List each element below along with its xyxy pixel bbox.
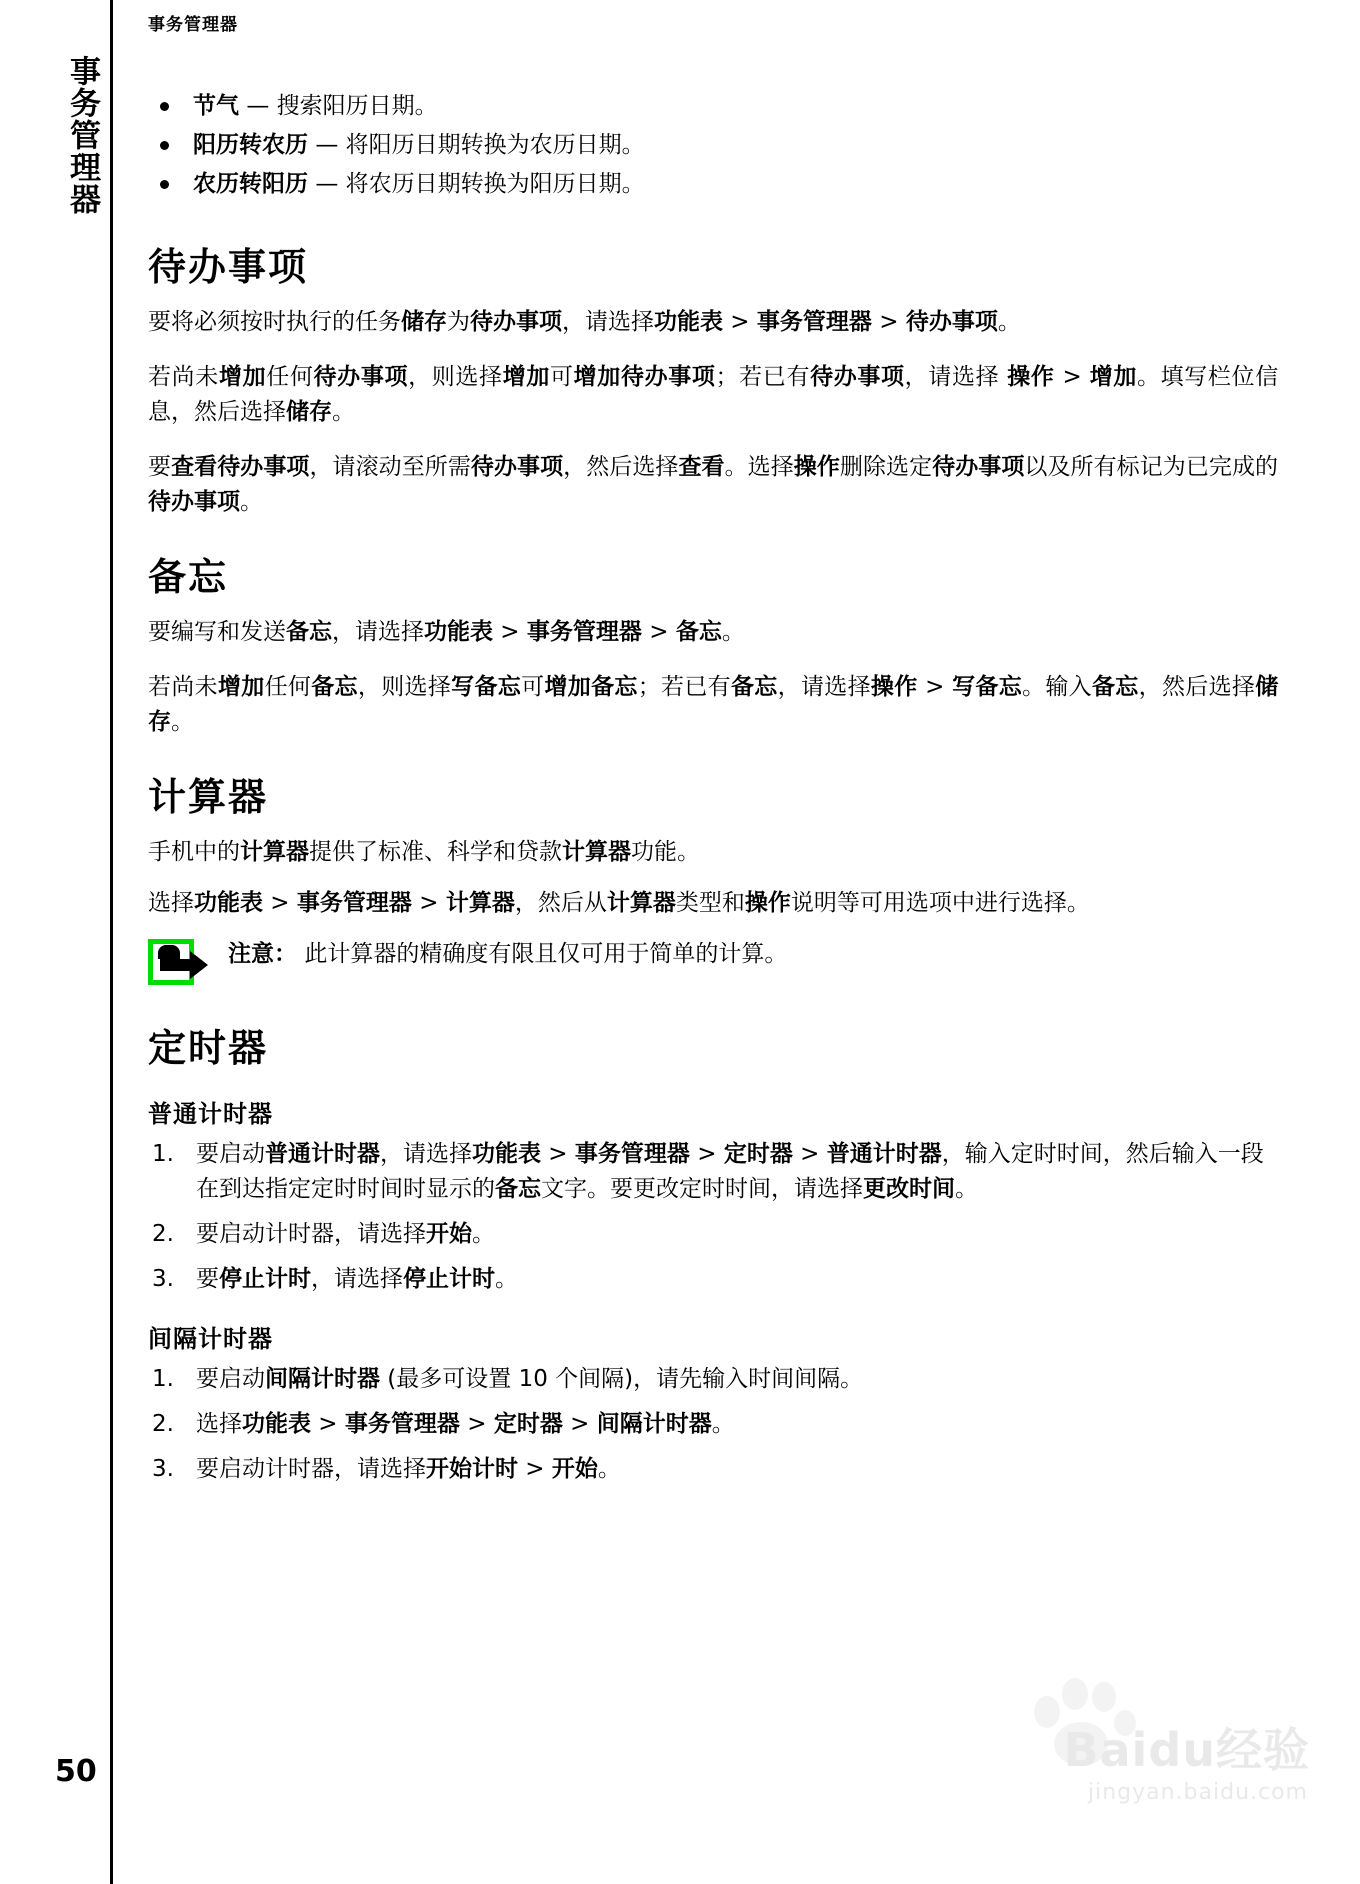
paragraph: 要将必须按时执行的任务储存为待办事项，请选择功能表 > 事务管理器 > 待办事项。 <box>148 309 1021 335</box>
bullet-term: 节气 <box>193 93 239 119</box>
paragraph: 要编写和发送备忘，请选择功能表 > 事务管理器 > 备忘。 <box>148 619 745 645</box>
bullet-dash: — <box>315 132 339 158</box>
list-item <box>148 127 1278 163</box>
section-heading-todo: 待办事项 <box>148 245 309 289</box>
list-item: 要启动间隔计时器 (最多可设置 10 个间隔)，请先输入时间间隔。 <box>196 1366 864 1392</box>
steps-interval-timer <box>148 1362 1278 1487</box>
subsection-heading-interval-timer: 间隔计时器 <box>148 1325 273 1353</box>
section-heading-memo: 备忘 <box>148 555 229 599</box>
bullet-desc: 将农历日期转换为阳历日期。 <box>345 171 645 197</box>
paragraph: 若尚未增加任何待办事项，则选择增加可增加待办事项；若已有待办事项，请选择 操作 > 增加。填写栏位信息，然后选择储存。 <box>148 364 1279 425</box>
bullet-dash: — <box>246 93 270 119</box>
chapter-side-tab: 事务管理器 <box>64 55 100 215</box>
list-item: 要启动计时器，请选择开始计时 > 开始。 <box>196 1456 621 1482</box>
watermark <box>950 1676 1330 1826</box>
list-item: 要启动普通计时器，请选择功能表 > 事务管理器 > 定时器 > 普通计时器，输入定时时间，然后输入一段在到达指定定时时间时显示的备忘文字。要更改定时时间，请选择更改时间。 <box>196 1141 1264 1202</box>
watermark-url: jingyan.baidu.com <box>1087 1780 1308 1805</box>
subsection-heading-normal-timer: 普通计时器 <box>148 1100 273 1128</box>
list-item <box>148 88 1278 124</box>
list-item: 要停止计时，请选择停止计时。 <box>196 1266 518 1292</box>
bullet-term: 阳历转农历 <box>193 132 308 158</box>
steps-normal-timer <box>148 1137 1278 1297</box>
bullet-desc: 搜索阳历日期。 <box>276 93 438 119</box>
page-side-rule <box>110 0 113 1884</box>
paragraph: 若尚未增加任何备忘，则选择写备忘可增加备忘；若已有备忘，请选择操作 > 写备忘。输入备忘，然后选择储存。 <box>148 674 1279 735</box>
paw-print-icon <box>1028 1676 1138 1766</box>
note-callout <box>148 937 1278 991</box>
list-item: 要启动计时器，请选择开始。 <box>196 1221 495 1247</box>
note-label: 注意： <box>228 941 297 967</box>
bullet-term: 农历转阳历 <box>193 171 308 197</box>
paragraph: 要查看待办事项，请滚动至所需待办事项，然后选择查看。选择操作删除选定待办事项以及所有标记为已完成的待办事项。 <box>148 454 1278 515</box>
list-item: 选择功能表 > 事务管理器 > 定时器 > 间隔计时器。 <box>196 1411 735 1437</box>
watermark-brand: Baidu经验 <box>1063 1723 1310 1777</box>
page-number: 50 <box>55 1754 97 1789</box>
paragraph: 手机中的计算器提供了标准、科学和贷款计算器功能。 <box>148 839 700 865</box>
page-header: 事务管理器 <box>148 15 238 35</box>
page-content <box>148 88 1278 1505</box>
note-text: 此计算器的精确度有限且仅可用于简单的计算。 <box>304 941 788 967</box>
paragraph: 选择功能表 > 事务管理器 > 计算器，然后从计算器类型和操作说明等可用选项中进行选择。 <box>148 890 1090 916</box>
section-heading-calculator: 计算器 <box>148 775 269 819</box>
bullet-dash: — <box>315 171 339 197</box>
bullet-desc: 将阳历日期转换为农历日期。 <box>345 132 645 158</box>
note-pointing-hand-icon <box>148 939 208 987</box>
feature-bullet-list <box>148 88 1278 202</box>
list-item <box>148 166 1278 202</box>
section-heading-timer: 定时器 <box>148 1026 269 1070</box>
